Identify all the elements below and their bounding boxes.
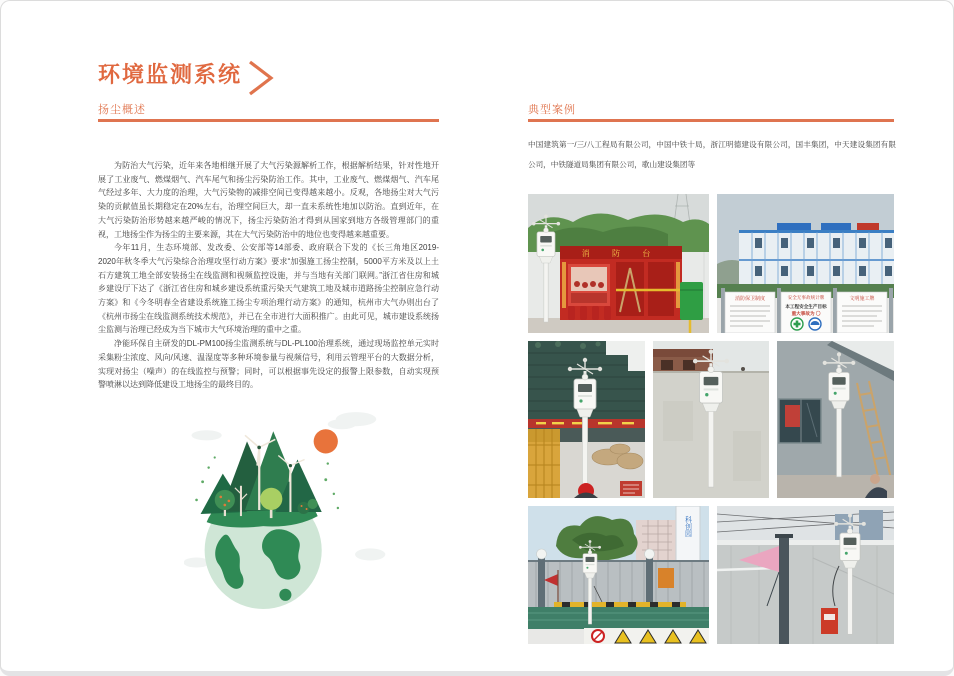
svg-text:科创园: 科创园 <box>684 516 692 537</box>
pink-building <box>636 520 678 566</box>
typical-cases-companies: 中国建筑第一/三/八工程局有限公司，中国中铁十局，浙江明德建设有限公司，国丰集团，中天建设集团有限公司，中铁隧道局集团有限公司，歌山建设集团等 <box>528 140 896 169</box>
photo-station-wall <box>653 341 769 498</box>
case-photo-grid <box>528 194 894 652</box>
section-rule-right <box>528 119 894 122</box>
sun-icon <box>314 429 338 453</box>
svg-text:安全无事故统计牌: 安全无事故统计牌 <box>787 295 825 300</box>
sign-fire-rules-board <box>725 292 775 333</box>
orange-box <box>658 568 674 588</box>
section-label-dust-overview: 扬尘概述 <box>98 104 146 116</box>
svg-text:消防保卫制度: 消防保卫制度 <box>734 296 766 302</box>
green-mesh <box>528 607 709 629</box>
section-label-typical-cases: 典型案例 <box>528 104 576 116</box>
green-earth-illustration <box>184 403 412 615</box>
warning-banner <box>584 628 709 644</box>
striped-bar <box>554 602 686 607</box>
photo-station-tower <box>528 341 645 498</box>
fire-station-sign-text: 消 防 台 <box>581 249 661 258</box>
paragraph: 为防治大气污染，近年来各地相继开展了大气污染源解析工作，根据解析结果，针对性地开展了工业废气、燃煤烟气、汽车尾气和扬尘污染防治工作。其中，工业废气、燃煤烟气、汽车尾气经过多年、大力度的治理，大气污染物的减排空间已变得越来越小。反观，各地扬尘对大气污染的贡献值虽长期稳定在20%左右，治理空间巨大，却一直未系统性地加以防治。直到近年，在大气污染防治形势越来越严峻的情况下，扬尘污染防治才得到从国家到地方各级管理部门的重视，工地扬尘作为扬尘的主要来源，其在大气污染防治中的地位也变得越来越重要。 <box>98 161 439 239</box>
photo-station-shed <box>777 341 894 498</box>
sign-safety-board <box>781 292 831 333</box>
photo-station-tech-park <box>528 506 709 644</box>
page-title: 环境监测系统 <box>98 62 243 87</box>
photo-row-1 <box>528 194 894 333</box>
dust-overview-text <box>98 159 439 392</box>
tech-park-sign <box>676 506 700 568</box>
photo-row-2 <box>528 341 894 498</box>
section-rule-left <box>98 119 439 122</box>
container-buildings <box>739 223 894 288</box>
photo-fire-station <box>528 194 709 333</box>
svg-text:重大事故为 〇: 重大事故为 〇 <box>791 311 821 316</box>
photo-row-3 <box>528 506 894 644</box>
fire-cabinet <box>560 246 682 320</box>
green-bin <box>680 282 703 320</box>
svg-text:文明施工牌: 文明施工牌 <box>849 296 875 302</box>
gray-wall <box>717 540 894 644</box>
yellow-fence <box>528 429 560 498</box>
paragraph: 净能环保自主研发的DL-PM100扬尘监测系统与DL-PL100治理系统，通过现场监控单元实时采集粉尘浓度、风向/风速、温湿度等多种环境参量与视频信号，利用云管理平台的大数据分析，实现对扬尘（噪声）的在线监控与预警；同时，可以根据事先设定的报警上限参数，自动实现预警喷淋以达到降低建设工地扬尘的最终目的。 <box>98 339 439 390</box>
bird <box>741 367 745 371</box>
photo-station-gray-wall <box>717 506 894 644</box>
sign-civilized-board <box>837 292 887 333</box>
fire-box <box>821 608 838 634</box>
chevron-right-icon <box>247 59 277 97</box>
window-poster <box>779 399 821 443</box>
red-notice <box>620 481 642 496</box>
svg-text:本工程安全生产目标: 本工程安全生产目标 <box>785 304 827 309</box>
photo-site-signboards <box>717 194 894 333</box>
paragraph: 今年11月，生态环境部、发改委、公安部等14部委、政府联合下发的《长三角地区2019-2020年秋冬季大气污染综合治理攻坚行动方案》要求“加强施工扬尘控制，5000平方米及以上土石方建筑工地全部安装扬尘在线监测和视频监控设施，并与当地有关部门联网。”浙江省住房和城乡建设厅下达了《浙江省住房和城乡建设系统重污染天气建筑工地及城市道路扬尘控制应急行动方案》和《今冬明春全省建设系统施工扬尘专项治理行动方案》的通知，杭州市大气办则出台了《杭州市扬尘在线监测系统技术规范》，并已在全市进行大面积推广。由此可见，城市建设系统扬尘监测与治理已经成为当下城市大气环境治理的重中之重。 <box>98 243 439 335</box>
